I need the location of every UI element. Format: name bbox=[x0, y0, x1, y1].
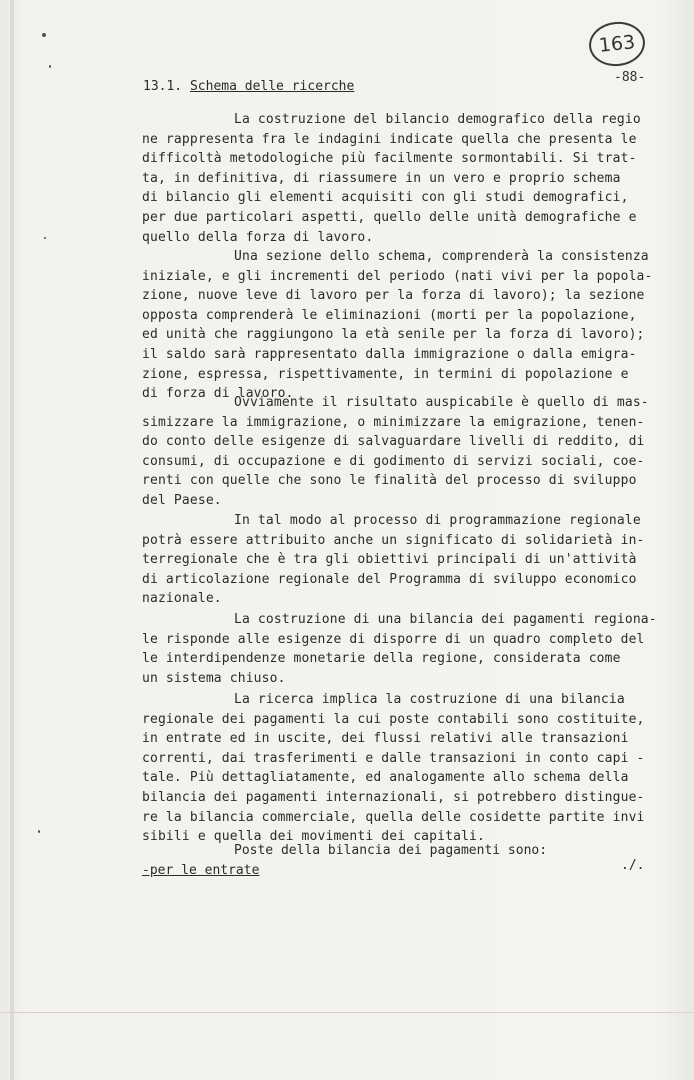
paragraph bbox=[142, 247, 653, 404]
section-heading bbox=[143, 79, 354, 94]
list-item-entrate: -per le entrate bbox=[142, 862, 260, 878]
text-line: La costruzione di una bilancia dei pagamenti regiona- bbox=[234, 612, 657, 627]
text-line: consumi, di occupazione e di godimento di servizi sociali, coe- bbox=[142, 453, 645, 469]
scan-edge bbox=[10, 0, 14, 1080]
text-line: il saldo sarà rappresentato dalla immigrazione o dalla emigra- bbox=[142, 346, 637, 362]
text-line: regionale dei pagamenti la cui poste contabili sono costituite, bbox=[142, 711, 645, 727]
text-line: simizzare la immigrazione, o minimizzare la emigrazione, tenen- bbox=[142, 414, 645, 430]
scan-speck bbox=[49, 65, 51, 68]
text-line: In tal modo al processo di programmazione regionale bbox=[234, 513, 641, 528]
text-line: terregionale che è tra gli obiettivi principali di un'attività bbox=[142, 552, 637, 568]
scan-fold-line bbox=[0, 1012, 694, 1013]
paragraph bbox=[142, 511, 645, 609]
text-line: un sistema chiuso. bbox=[142, 670, 286, 686]
text-line: sibili e quella dei movimenti dei capitali. bbox=[142, 829, 485, 845]
text-line: re la bilancia commerciale, quella delle cosidette partite invi bbox=[142, 809, 645, 825]
text-line: opposta comprenderà le eliminazioni (morti per la popolazione, bbox=[142, 307, 637, 323]
text-line: di bilancio gli elementi acquisiti con gli studi demografici, bbox=[142, 190, 629, 206]
scan-speck bbox=[44, 237, 46, 239]
text-line: quello della forza di lavoro. bbox=[142, 229, 374, 245]
paragraph bbox=[142, 110, 642, 247]
text-line: ed unità che raggiungono la età senile per la forza di lavoro); bbox=[142, 327, 645, 343]
text-line: nazionale. bbox=[142, 591, 222, 607]
text-line: Ovviamente il risultato auspicabile è quello di mas- bbox=[234, 395, 649, 410]
text-line: tale. Più dettagliatamente, ed analogamente allo schema della bbox=[142, 770, 629, 786]
text-line: per due particolari aspetti, quello delle unità demografiche e bbox=[142, 209, 637, 225]
text-line: di articolazione regionale del Programma di sviluppo economico bbox=[142, 571, 637, 587]
paragraph bbox=[142, 690, 645, 847]
text-line: le interdipendenze monetarie della regione, considerata come bbox=[142, 651, 621, 667]
text-line: bilancia dei pagamenti internazionali, si potrebbero distingue- bbox=[142, 789, 645, 805]
text-line: iniziale, e gli incrementi del periodo (nati vivi per la popola- bbox=[142, 268, 653, 284]
section-number: 13.1. bbox=[143, 79, 183, 94]
text-line: del Paese. bbox=[142, 492, 222, 508]
page-stamp: 163 bbox=[587, 19, 647, 69]
section-title: Schema delle ricerche bbox=[189, 79, 355, 94]
text-line: do conto delle esigenze di salvaguardare livelli di reddito, di bbox=[142, 434, 645, 450]
text-line: Una sezione dello schema, comprenderà la consistenza bbox=[234, 249, 649, 264]
text-line: le risponde alle esigenze di disporre di un quadro completo del bbox=[142, 631, 645, 647]
text-line: renti con quelle che sono le finalità del processo di sviluppo bbox=[142, 473, 637, 489]
scan-speck bbox=[38, 830, 40, 833]
text-line: zione, espressa, rispettivamente, in termini di popolazione e bbox=[142, 366, 629, 382]
paragraph bbox=[142, 610, 657, 688]
page-number: -88- bbox=[614, 70, 646, 85]
text-line: La ricerca implica la costruzione di una bilancia bbox=[234, 692, 625, 707]
text-line: in entrate ed in uscite, dei flussi relativi alle transazioni bbox=[142, 731, 629, 747]
list-intro: Poste della bilancia dei pagamenti sono: bbox=[234, 843, 548, 858]
paragraph bbox=[142, 393, 649, 511]
text-line: correnti, dai trasferimenti e dalle transazioni in conto capi - bbox=[142, 750, 645, 766]
text-line: potrà essere attribuito anche un significato di solidarietà in- bbox=[142, 532, 645, 548]
text-line: zione, nuove leve di lavoro per la forza di lavoro); la sezione bbox=[142, 288, 645, 304]
text-line: di forza di lavoro. bbox=[142, 386, 294, 402]
closing-block bbox=[142, 841, 645, 880]
continuation-mark: ./. bbox=[621, 858, 645, 873]
text-line: La costruzione del bilancio demografico della regio bbox=[234, 112, 641, 127]
scan-speck bbox=[42, 33, 46, 37]
text-line: ta, in definitiva, di riassumere in un vero e proprio schema bbox=[142, 170, 621, 186]
text-line: difficoltà metodologiche più facilmente sormontabili. Si trat- bbox=[142, 151, 637, 167]
text-line: ne rappresenta fra le indagini indicate quella che presenta le bbox=[142, 131, 637, 147]
